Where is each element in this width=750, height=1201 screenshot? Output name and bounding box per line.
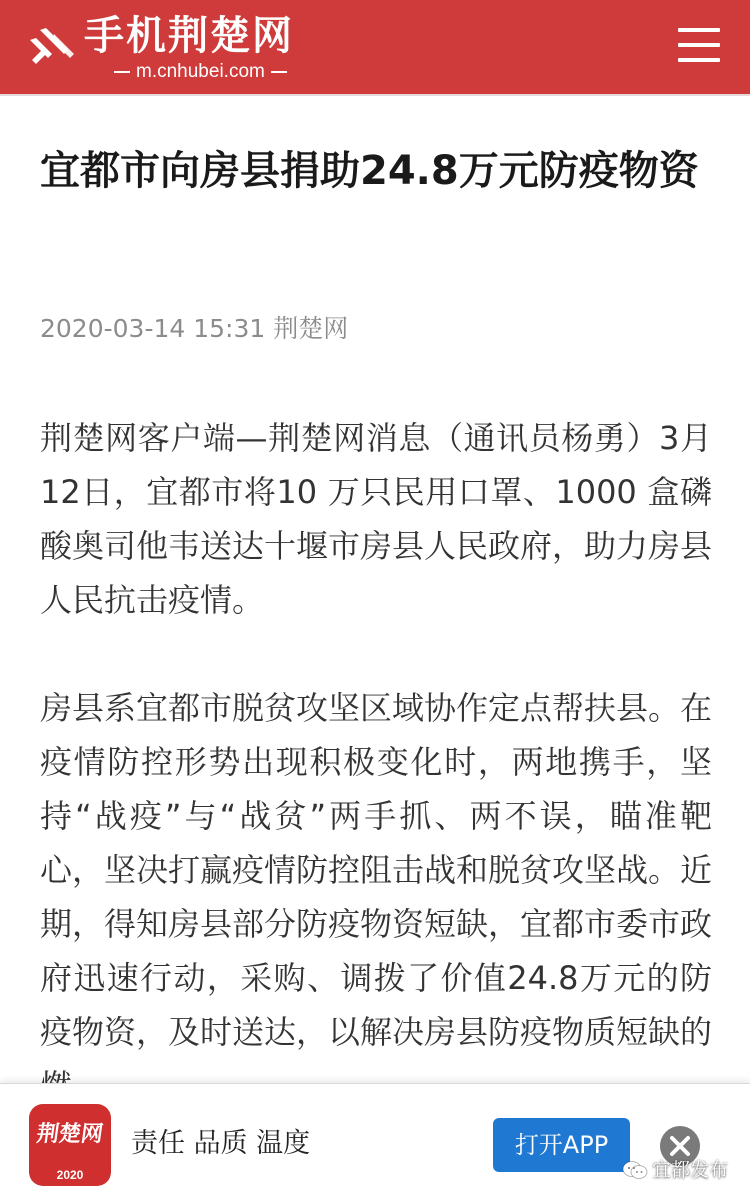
header-divider [0,94,750,96]
article-title: 宜都市向房县捐助24.8万元防疫物资 [40,148,699,194]
watermark-text: 宜都发布 [652,1159,729,1181]
site-url: m.cnhubei.com [108,61,293,83]
app-download-banner [0,1083,750,1201]
app-icon [29,1104,111,1186]
site-logo[interactable] [26,12,306,84]
app-icon-year: 2020 [56,1168,84,1182]
site-name: 手机荆楚网 [84,12,294,59]
cnhubei-logo-mark-icon [26,20,78,72]
app-icon-label: 荆楚网 [35,1121,105,1147]
open-app-button[interactable]: 打开APP [493,1118,630,1172]
site-header [0,0,750,94]
hamburger-menu-icon[interactable] [678,26,722,66]
banner-slogan: 责任 品质 温度 [131,1128,311,1159]
article-meta: 2020-03-14 15:31 荆楚网 [40,314,349,343]
article-paragraph: 房县系宜都市脱贫攻坚区域协作定点帮扶县。在疫情防控形势出现积极变化时，两地携手，坚持“战疫”与“战贫”两手抓、两不误，瞄准靶心，坚决打赢疫情防控阻击战和脱贫攻坚战。近期，得知房县部分防疫物资短缺，宜都市委市政府迅速行动，采购、调拨了价值24.8万元的防疫物资，及时送达，以解决房县防疫物质短缺的 [40,689,713,1051]
article-paragraph: 荆楚网客户端—荆楚网消息（通讯员杨勇）3月12日，宜都市将10 万只民用口罩、1000 盒磷酸奥司他韦送达十堰市房县人民政府，助力房县人民抗击疫情。 [40,419,713,619]
wechat-icon [622,1160,648,1180]
